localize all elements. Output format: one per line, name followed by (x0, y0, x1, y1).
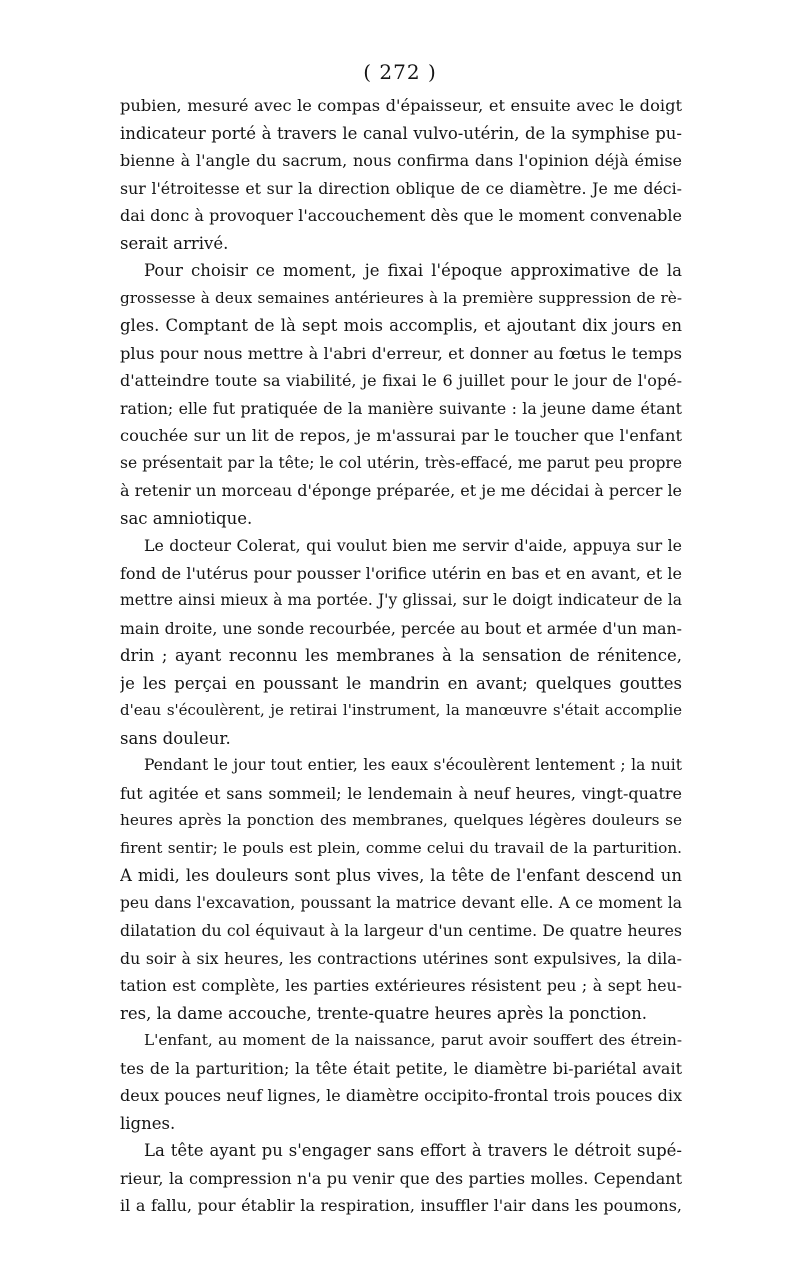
text-line: bienne à l'angle du sacrum, nous confirma dans l'opinion déjà émise (120, 151, 682, 170)
text-line: peu dans l'excavation, poussant la matrice devant elle. A ce moment la (120, 893, 682, 912)
text-line: lignes. (120, 1113, 176, 1133)
text-line: sur l'étroitesse et sur la direction oblique de ce diamètre. Je me déci- (120, 178, 682, 198)
text-line: firent sentir; le pouls est plein, comme celui du travail de la parturition. (120, 838, 682, 857)
text-line: ration; elle fut pratiquée de la manière suivante : la jeune dame étant (120, 398, 682, 418)
text-line: tes de la parturition; la tête était petite, le diamètre bi-pariétal avait (120, 1058, 682, 1078)
text-line: tation est complète, les parties extérieures résistent peu ; à sept heu- (120, 976, 682, 995)
text-line: du soir à six heures, les contractions utérines sont expulsives, la dila- (120, 948, 682, 968)
text-line: mettre ainsi mieux à ma portée. J'y glissai, sur le doigt indicateur de la (120, 591, 682, 609)
text-line: couchée sur un lit de repos, je m'assurai par le toucher que l'enfant (120, 426, 682, 445)
page-number: ( 272 ) (363, 60, 437, 84)
text-line: A midi, les douleurs sont plus vives, la tête de l'enfant descend un (120, 866, 682, 885)
text-line: Pour choisir ce moment, je fixai l'époque approximative de la (144, 261, 682, 280)
text-line: rieur, la compression n'a pu venir que des parties molles. Cependant (120, 1168, 682, 1188)
text-line: res, la dame accouche, trente-quatre heures après la ponction. (120, 1003, 648, 1023)
text-line: Pendant le jour tout entier, les eaux s'écoulèrent lentement ; la nuit (144, 756, 682, 774)
text-line: plus pour nous mettre à l'abri d'erreur, et donner au fœtus le temps (120, 343, 682, 363)
text-line: d'eau s'écoulèrent, je retirai l'instrument, la manœuvre s'était accomplie (120, 701, 682, 719)
text-line: La tête ayant pu s'engager sans effort à travers le détroit supé- (144, 1141, 682, 1160)
text-line: d'atteindre toute sa viabilité, je fixai le 6 juillet pour le jour de l'opé- (120, 371, 682, 390)
text-line: dai donc à provoquer l'accouchement dès que le moment convenable (120, 206, 682, 225)
text-line: grossesse à deux semaines antérieures à la première suppression de rè- (120, 288, 682, 307)
text-line: il a fallu, pour établir la respiration, insuffler l'air dans les poumons, (120, 1196, 682, 1215)
text-line: dilatation du col équivaut à la largeur d'un centime. De quatre heures (120, 921, 682, 940)
body-text (120, 92, 682, 1220)
text-line: se présentait par la tête; le col utérin, très-effacé, me parut peu propre (120, 453, 682, 472)
text-line: drin ; ayant reconnu les membranes à la sensation de rénitence, (120, 646, 682, 665)
text-line: pubien, mesuré avec le compas d'épaisseur, et ensuite avec le doigt (120, 96, 682, 115)
text-line: main droite, une sonde recourbée, percée au bout et armée d'un man- (120, 618, 682, 638)
text-line: deux pouces neuf lignes, le diamètre occipito-frontal trois pouces dix (120, 1086, 682, 1105)
text-line: heures après la ponction des membranes, quelques légères douleurs se (120, 811, 682, 829)
text-line: fut agitée et sans sommeil; le lendemain à neuf heures, vingt-quatre (120, 783, 682, 803)
text-line: serait arrivé. (120, 233, 229, 253)
text-line: je les perçai en poussant le mandrin en avant; quelques gouttes (120, 673, 682, 693)
text-line: fond de l'utérus pour pousser l'orifice utérin en bas et en avant, et le (120, 563, 682, 583)
text-line: à retenir un morceau d'éponge préparée, et je me décidai à percer le (120, 481, 682, 500)
text-line: Le docteur Colerat, qui voulut bien me servir d'aide, appuya sur le (144, 536, 682, 555)
text-line: L'enfant, au moment de la naissance, parut avoir souffert des étrein- (144, 1031, 682, 1049)
text-line: sac amniotique. (120, 508, 253, 528)
text-line: indicateur porté à travers le canal vulvo-utérin, de la symphise pu- (120, 123, 682, 143)
text-line: gles. Comptant de là sept mois accomplis, et ajoutant dix jours en (120, 316, 682, 335)
text-line: sans douleur. (120, 728, 231, 748)
